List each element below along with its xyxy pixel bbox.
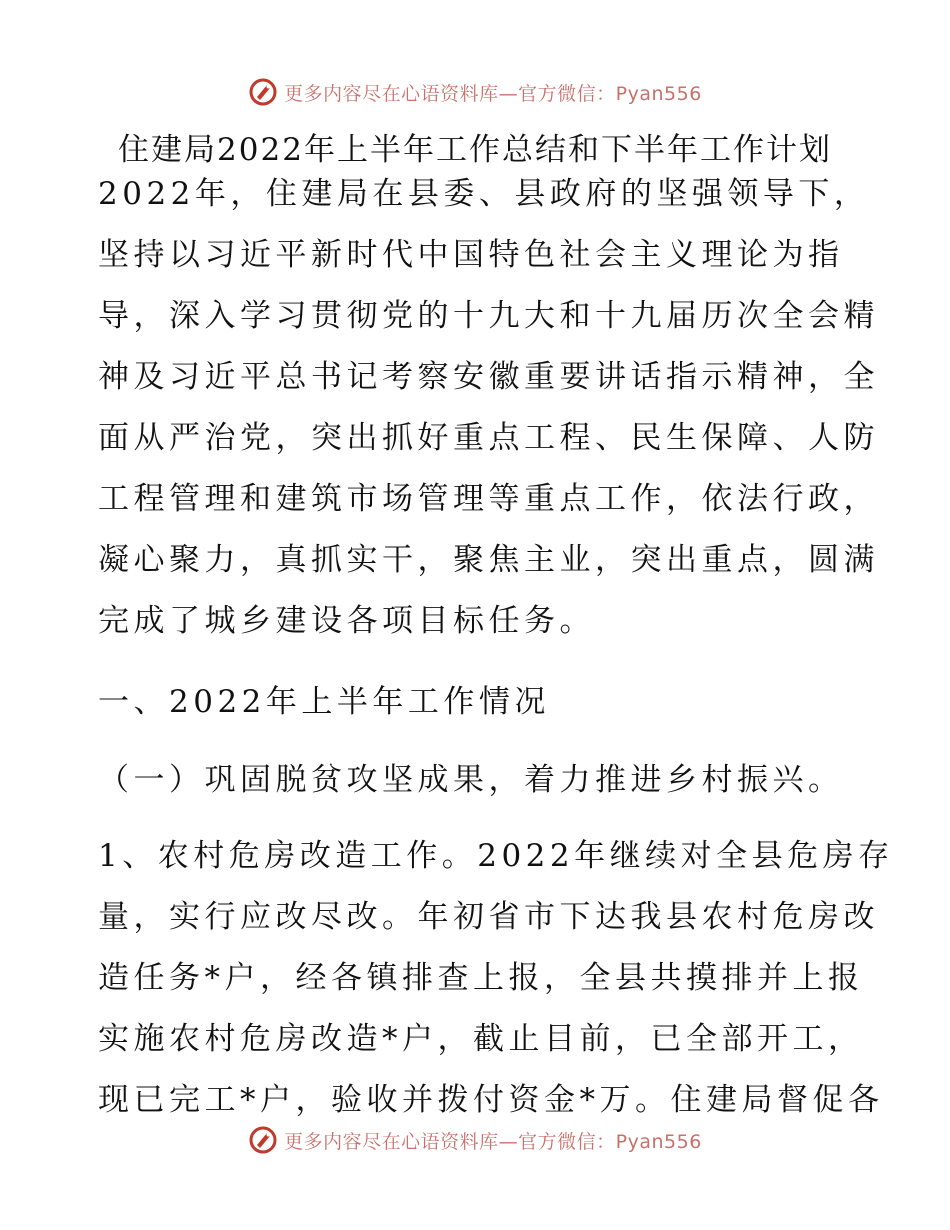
- paragraph-line: 神及习近平总书记考察安徽重要讲话指示精神，全: [98, 359, 879, 395]
- item-paragraph: [98, 826, 894, 1131]
- paragraph-line: 量，实行应改尽改。年初省市下达我县农村危房改: [98, 899, 879, 935]
- watermark-logo-icon: [248, 1125, 278, 1155]
- watermark-text: 更多内容尽在心语资料库—官方微信：Pyan556: [284, 82, 702, 105]
- intro-paragraph: [98, 164, 879, 652]
- paragraph-line: 2022年，住建局在县委、县政府的坚强领导下，: [98, 176, 870, 212]
- paragraph-line: 现已完工*户，验收并拨付资金*万。住建局督促各: [98, 1082, 884, 1118]
- paragraph-line: 工程管理和建筑市场管理等重点工作，依法行政，: [98, 481, 879, 517]
- paragraph-line: 坚持以习近平新时代中国特色社会主义理论为指: [98, 237, 844, 273]
- section-heading-text: 一、2022年上半年工作情况: [98, 684, 550, 720]
- document-title: 住建局2022年上半年工作总结和下半年工作计划: [118, 132, 832, 168]
- section-heading: [98, 672, 858, 733]
- paragraph-line: 面从严治党，突出抓好重点工程、民生保障、人防: [98, 420, 879, 456]
- paragraph-line: 实施农村危房改造*户，截止目前，已全部开工，: [98, 1021, 864, 1057]
- paragraph-line: 1、农村危房改造工作。2022年继续对全县危房存: [98, 838, 894, 874]
- watermark-text: 更多内容尽在心语资料库—官方微信：Pyan556: [284, 1130, 702, 1153]
- watermark-footer: [0, 1120, 950, 1160]
- watermark-logo-icon: [248, 77, 278, 107]
- paragraph-line: 完成了城乡建设各项目标任务。: [98, 603, 595, 639]
- paragraph-line: 凝心聚力，真抓实干，聚焦主业，突出重点，圆满: [98, 542, 879, 578]
- subsection-heading: [98, 750, 858, 811]
- paragraph-line: 导，深入学习贯彻党的十九大和十九届历次全会精: [98, 298, 879, 334]
- paragraph-line: 造任务*户，经各镇排查上报，全县共摸排并上报: [98, 960, 864, 996]
- watermark-header: [0, 72, 950, 112]
- subsection-heading-text: （一）巩固脱贫攻坚成果，着力推进乡村振兴。: [98, 762, 844, 798]
